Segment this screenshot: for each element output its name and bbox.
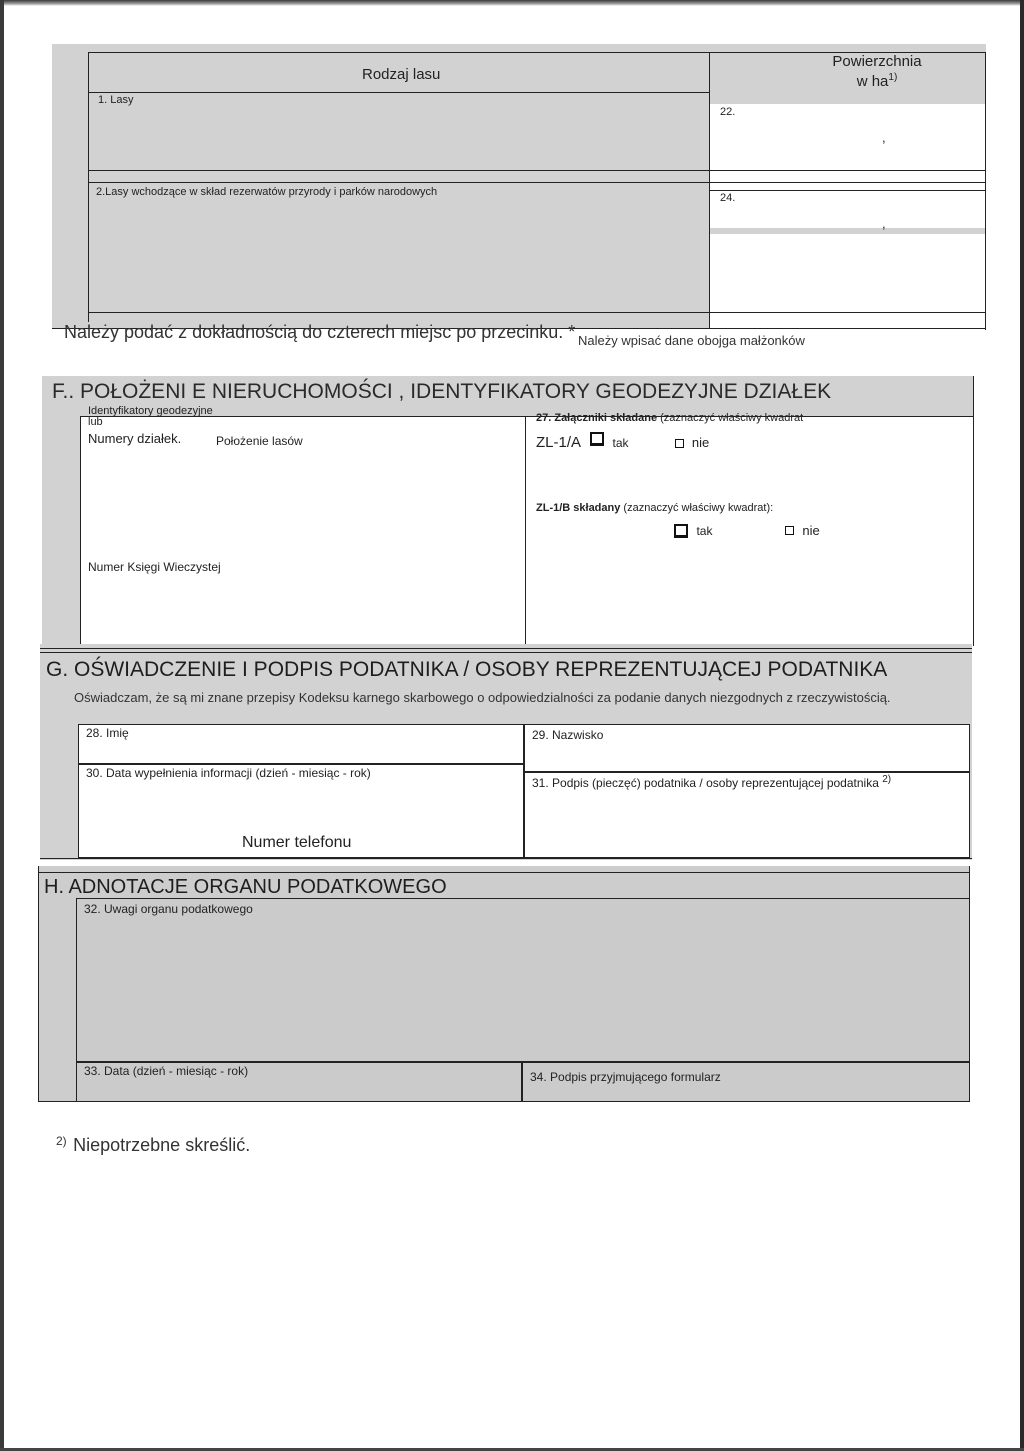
plot-id-line1: Identyfikatory geodezyjne — [88, 405, 213, 417]
field-31-title: 31. Podpis (pieczęć) podatnika / osoby reprezentującej podatnika — [532, 776, 879, 790]
row-lasy-label: 1. Lasy — [98, 94, 134, 106]
field-28-label: 28. Imię — [86, 726, 129, 740]
plot-id-line2: lub — [88, 416, 103, 428]
field-33-label — [84, 1064, 248, 1078]
zl1b-row — [536, 502, 773, 514]
zl1b-label: ZL-1/B składany — [536, 502, 621, 514]
zl1b-no-label: nie — [802, 523, 820, 538]
field-24-comma: , — [882, 216, 886, 231]
forest-location-label: Położenie lasów — [216, 434, 303, 448]
field-33-hint: (dzień - miesiąc - rok) — [132, 1064, 249, 1078]
footnote-mark-1: 1) — [888, 72, 898, 83]
field-27-hint: (zaznaczyć właściwy kwadrat — [660, 412, 804, 424]
field-31-label — [532, 774, 891, 790]
forest-table — [52, 44, 986, 330]
scan-edge-top — [0, 0, 1024, 6]
zl1a-yes-label: tak — [612, 436, 629, 450]
footnote-mark-2: 2) — [56, 1134, 67, 1148]
zl1a-label: ZL-1/A — [536, 434, 581, 451]
footnote-text: Niepotrzebne skreślić. — [73, 1135, 251, 1156]
precision-note: Należy podać z dokładnością do czterech miejsc po przecinku. * — [64, 322, 576, 342]
plot-identifiers-label — [88, 406, 213, 428]
zl1b-no-checkbox[interactable] — [785, 526, 794, 535]
zl1b-options — [674, 522, 820, 540]
zl1a-yes-checkbox[interactable] — [590, 432, 604, 446]
first-name-field[interactable] — [78, 724, 524, 764]
field-30-title: 30. Data wypełnienia informacji — [86, 766, 253, 780]
field-30-label — [86, 766, 371, 780]
footnote — [56, 1134, 250, 1156]
section-h-title: H. ADNOTACJE ORGANU PODATKOWEGO — [44, 876, 447, 898]
field-31-mark: 2) — [882, 774, 892, 785]
spouses-note: Należy wpisać dane obojga małżonków — [578, 333, 805, 348]
section-f — [42, 376, 974, 646]
field-22-label: 22. — [720, 106, 736, 118]
area-field-22-box[interactable] — [710, 104, 986, 228]
zl1b-yes-checkbox[interactable] — [674, 524, 688, 538]
field-34-label: 34. Podpis przyjmującego formularz — [530, 1070, 721, 1084]
phone-label: Numer telefonu — [242, 834, 352, 851]
zl1a-no-checkbox[interactable] — [675, 439, 684, 448]
plot-numbers-label: Numery działek. — [88, 431, 182, 446]
zl1a-no-label: nie — [691, 435, 710, 450]
field-33-title: 33. Data — [84, 1064, 130, 1078]
plot-identifiers-box[interactable] — [80, 416, 526, 646]
land-register-label: Numer Księgi Wieczystej — [88, 560, 221, 574]
field-27-label — [536, 412, 803, 424]
zl1a-row — [536, 434, 709, 451]
field-24-label: 24. — [720, 192, 736, 204]
field-30-hint: (dzień - miesiąc - rok) — [255, 766, 371, 780]
section-g — [40, 644, 972, 860]
row-reserve-label: 2.Lasy wchodzące w skład rezerwatów przyrody i parków narodowych — [96, 186, 438, 198]
section-h — [38, 866, 970, 1104]
zl1b-hint: (zaznaczyć właściwy kwadrat): — [623, 502, 774, 514]
area-header-label: Powierzchnia — [832, 53, 922, 70]
area-header — [772, 54, 982, 90]
scan-edge-right — [1020, 0, 1024, 1451]
area-header-unit: w ha — [856, 73, 889, 90]
field-22-comma: , — [882, 130, 886, 145]
scan-edge-left — [0, 0, 4, 1451]
field-32-label: 32. Uwagi organu podatkowego — [84, 902, 253, 916]
section-g-title: G. OŚWIADCZENIE I PODPIS PODATNIKA / OSOBY REPREZENTUJĄCEJ PODATNIKA — [46, 658, 888, 681]
forest-type-header: Rodzaj lasu — [362, 66, 441, 83]
declaration-statement: Oświadczam, że są mi znane przepisy Kodeksu karnego skarbowego o odpowiedzialności za podanie danych niezgodnych z rzeczywistością. — [74, 690, 891, 705]
area-field-24-box[interactable] — [710, 234, 986, 328]
section-f-title: F.. POŁOŻENI E NIERUCHOMOŚCI , IDENTYFIKATORY GEODEZYJNE DZIAŁEK — [52, 380, 832, 403]
field-29-label: 29. Nazwisko — [532, 728, 604, 742]
field-27-title: 27. Załączniki składane — [536, 412, 658, 424]
tax-office-notes-field — [76, 898, 970, 1062]
zl1b-yes-label: tak — [696, 524, 713, 538]
